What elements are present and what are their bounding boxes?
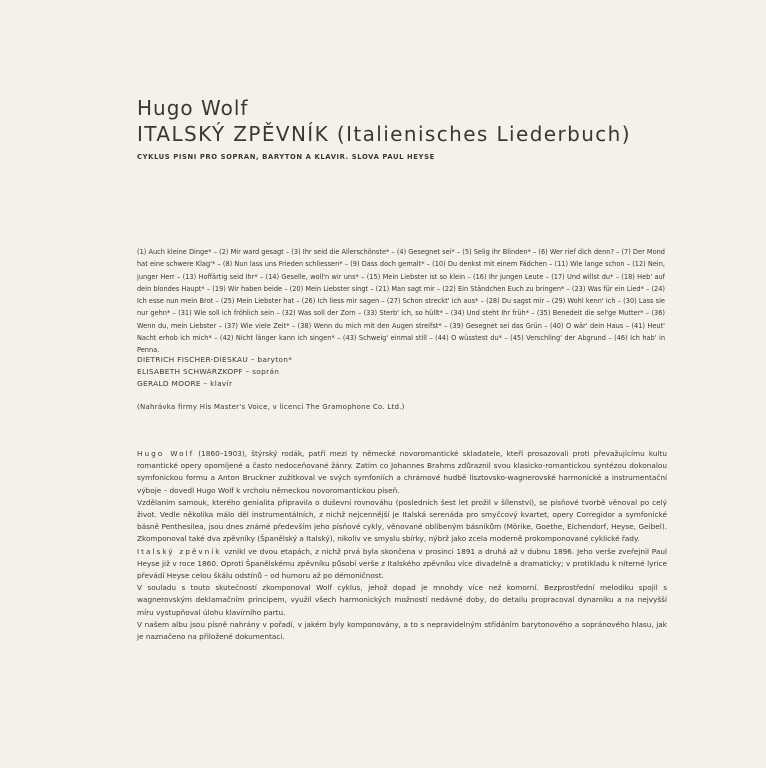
song-list: (1) Auch kleine Dinge* – (2) Mir ward gesagt – (3) Ihr seid die Allerschönste* – (4) Gesegnet sei* – (5) Selig ihr Blinden* – (6) Wer rief dich denn? – (7) Der Mond hat eine schwere Klag'* – (8) Nun lass uns Frieden schliessen* – (9) Dass doch gemalt* – (10) Du denkst mit einem Fädchen – (11) Wie lange schon – (12) Nein, junger Herr – (13) Hoffärtig seid Ihr* – (14) Geselle, woll'n wir uns* – (15) Mein Liebster ist so klein – (16) Ihr jungen Leute – (17) Und willst du* – (18) Heb' auf dein blondes Haupt* – (19) Wir haben beide – (20) Mein Liebster singt – (21) Man sagt mir – (22) Ein Ständchen Euch zu bringen* – (23) Was für ein Lied* – (24) Ich esse nun mein Brot – (25) Mein Liebster hat – (26) Ich liess mir sagen – (27) Schon streckt' ich aus* – (28) Du sagst mir – (29) Wohl kenn' ich – (30) Lass sie nur gehn* – (31) Wie soll ich fröhlich sein – (32) Was soll der Zorn – (33) Sterb' ich, so hüllt* – (34) Und steht Ihr früh* – (35) Benedeit die sel'ge Mutter* – (36) Wenn du, mein Liebster – (37) Wie viele Zeit* – (38) Wenn du mich mit den Augen streifst* – (39) Gesegnet sei das Grün – (40) O wär' dein Haus – (41) Heut' Nacht erhob ich mich* – (42) Nicht länger kann ich singen* – (43) Schweig' einmal still – (44) O wüsstest du* – (45) Verschling' der Abgrund – (46) Ich hab' in Penna.: [137, 248, 665, 355]
essay-paragraph: [137, 448, 667, 497]
essay-paragraph-text: (1860–1903), štýrský rodák, patří mezi ty německé novoromantické skladatele, kteří prosazovali proti převažujícímu kultu romantické opery opomíjené a často nedoceňované žánry. Zatím co Johannes Brahms zdůraznil svou klasicko-romantickou syntézou dokonalou symfonickou formu a Anton Bruckner zužitkoval ve svých symfoniích a chrámové hudbě lisztovsko-wagnerovské harmonické a instrumentační výboje – dovedl Hugo Wolf k vrcholu německou novoromantickou píseň.: [137, 449, 668, 495]
essay-paragraph: V souladu s touto skutečností zkomponoval Wolf cyklus, jehož dopad je mnohdy více než komorní. Bezprostřední melodiku spojil s wagnerovským deklamačním principem, využil všech harmonických možností nedávné doby, do detailu propracoval dynamiku a na nejvyšší míru vystupňoval úlohu klavírního partu.: [137, 583, 667, 617]
performer-soprano: ELISABETH SCHWARZKOPF – soprán: [137, 367, 280, 377]
essay-work-name: Italský zpěvník: [137, 546, 222, 556]
performer-baritone: DIETRICH FISCHER-DIESKAU – baryton*: [137, 355, 293, 364]
work-title: ITALSKÝ ZPĚVNÍK (Italienisches Liederbuch): [137, 122, 631, 146]
essay-text: [137, 448, 667, 643]
work-subtitle: CYKLUS PISNI PRO SOPRAN, BARYTON A KLAVIR. SLOVA PAUL HEYSE: [137, 153, 435, 161]
composer-name: Hugo Wolf: [137, 96, 249, 120]
recording-note: (Nahrávka firmy His Master's Voice, v licenci The Gramophone Co. Ltd.): [137, 403, 405, 411]
essay-paragraph: Vzdělaním samouk, kterého genialita připravila o duševní rovnováhu (posledních šest let prožil v šílenství), se písňové tvorbě věnoval po celý život. Vedle několika málo děl instrumentálních, z nichž nejcennější je Italská serenáda pro smyčcový kvartet, opery Corregidor a symfonické básně Penthesilea, jsou dnes známé především jeho písňové cykly, věnované oblíbeným básníkům (Mörike, Goethe, Eichendorf, Heyse, Geibel). Zkomponoval také dva zpěvníky (Španělský a Italský), nikoliv ve smyslu sbírky, nýbrž jako zcela moderně prokomponované cyklické řady.: [137, 497, 667, 544]
performers-list: [137, 354, 292, 391]
essay-paragraph: V našem albu jsou písně nahrány v pořadí, v jakém byly komponovány, a to s nepravidelným střídáním barytonového a sopránového hlasu, jak je naznačeno na přiložené dokumentaci.: [137, 619, 667, 642]
essay-paragraph-text: vznikl ve dvou etapách, z nichž prvá byla skončena v prosinci 1891 a druhá až v dubnu 1896. Jeho verše zveřejnil Paul Heyse již v roce 1860. Oproti Španělskému zpěvníku působí verše z Italského zpěvníku více divadelně a dramaticky; v protikladu k niterné lyrice převádí Heyse celou škálu odstínů – od humoru až po démoničnost.: [137, 546, 667, 581]
essay-composer-name: Hugo Wolf: [137, 449, 195, 458]
performer-piano: GERALD MOORE – klavír: [137, 379, 233, 389]
essay-paragraph: [137, 546, 667, 583]
